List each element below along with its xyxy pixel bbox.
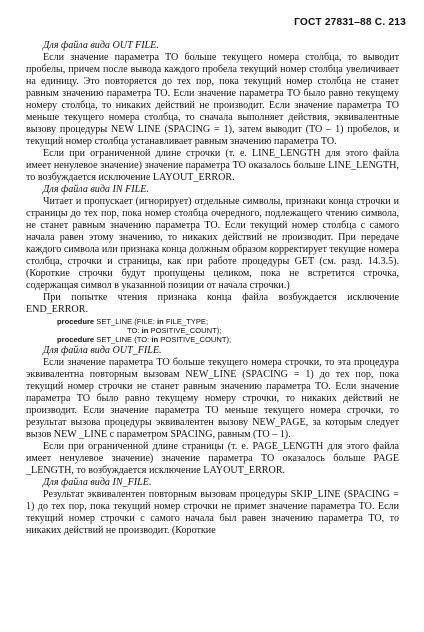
paragraph: При попытке чтения признака конца файла возбуждается исключение END_ERROR. [26,292,399,315]
page-header: ГОСТ 27831–88 С. 213 [294,17,406,28]
section-heading: Для файла вида OUT FILE. [43,40,159,51]
paragraph: Результат эквивалентен повторным вызовам процедуры SKIP_LINE (SPACING = 1) до тех пор, пока текущий номер строчки не примет значение параметра TO. Если текущий номер строчки с самого начала был равен значению параметра TO, то никаких действий не производит. (Короткие [26,488,399,536]
paragraph: Если при ограниченной длине страницы (т. е. PAGE_LENGTH для этого файла имеет ненулевое значение) значение параметра TO оказалось больше PAGE _LENGTH, то возбуждается исключение LAYOUT_ERROR. [26,440,399,476]
code-block [26,317,399,345]
code-line: TO: in POSITIVE_COUNT); [127,326,222,336]
page-body [26,40,399,537]
paragraph: Если значение параметра TO больше текущего номера столбца, то выводит пробелы, причем после вывода каждого пробела текущий номер столбца увеличивает на единицу. Это повторяется до тех пор, пока текущий номер столбца не станет равным значению параметра TO. Если значение параметра TO было равно текущему номеру столбца, то никаких действий не производит. Если значение параметра TO меньше текущего номера столбца, то сначала выполняет действия, эквивалентные вызову процедуры NEW LINE (SPACING = 1), затем выводит (TO – 1) пробелов, и текущий номер столбца устанавливает равным значению параметра TO. [26,52,399,147]
code-line: procedure SET_LINE (FILE: in FILE_TYPE; [57,317,209,326]
section-heading: Для файла вида OUT_FILE. [43,344,162,356]
section-heading: Для файла вида IN_FILE. [43,476,152,488]
paragraph: Если при ограниченной длине строчки (т. е. LINE_LENGTH для этого файла имеет ненулевое значение) значение параметра TO оказалось больше LINE_LENGTH, то возбуждается исключение LAYOUT_ERROR. [26,148,399,183]
code-line: procedure SET_LINE (TO: in POSITIVE_COUNT); [57,335,232,345]
paragraph: Если значение параметра TO больше текущего номера строчки, то эта процедура эквивалентна повторным вызовам NEW_LINE (SPACING = 1) до тех пор, пока текущий номер строчки не станет равным значению параметра TO. Если значение параметра TO было равно текущему номеру строчки, то никаких действий не производит. Если значение параметра TO меньше текущего номера строчки, то результат вызова процедуры эквивалентен вызову NEW_PAGE, за которым следует вызов NEW _LINE с параметром SPACING, равным (TO – 1). [26,356,399,440]
paragraph: Читает и пропускает (игнорирует) отдельные символы, признаки конца строчки и страницы до тех пор, пока номер столбца очередного, подлежащего чтению символа, не станет равным значению параметра TO. Если текущий номер столбца с самого начала равен этому значению, то никаких действий не производит. При передаче каждого символа или признака конца должным образом корректирует текущие номера столбца, строчки и страницы, как при работе процедуры GET (см. разд. 14.3.5). (Короткие строчки будут пропущены целиком, пока не встретится строчка, содержащая символ в указанной позиции от начала строчки.) [26,196,399,291]
section-heading: Для файла вида IN FILE. [43,184,149,195]
